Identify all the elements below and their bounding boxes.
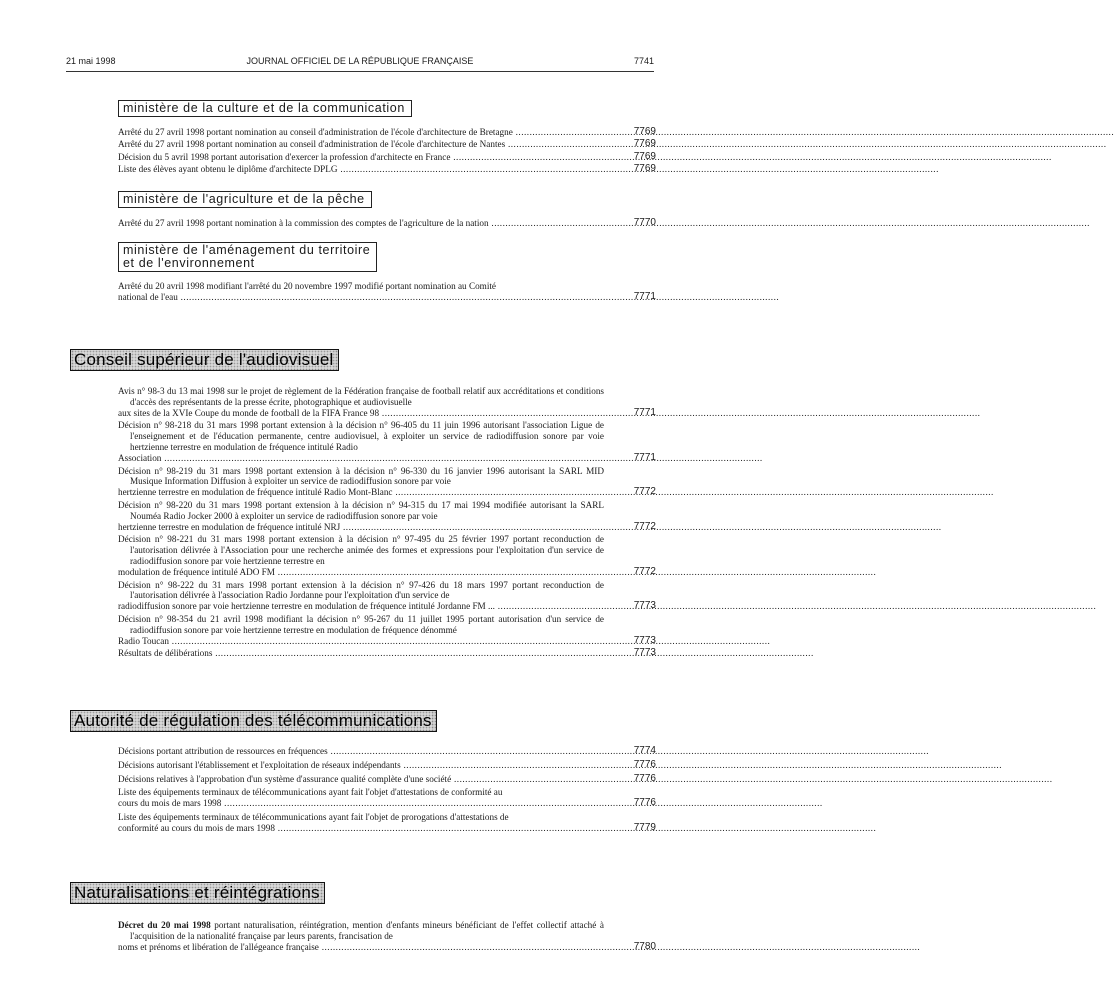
entry-text-last-line: Association ..... (130, 453, 604, 464)
entry-text: Liste des équipements terminaux de télécommunications ayant fait l'objet d'attestations de conformité au (118, 787, 503, 798)
header-journal-title: JOURNAL OFFICIEL DE LA RÉPUBLIQUE FRANÇAISE (246, 56, 474, 66)
ministry-title-line: ministère de l'aménagement du territoire (123, 243, 371, 257)
entry-text: Décision n° 98-222 du 31 mars 1998 portant extension à la décision n° 97-426 du 18 mars 1997 portant reconduction de l'autorisation délivrée à l'association Radio Jordanne pour l'exploitation d'un service de (118, 579, 604, 601)
toc-entry[interactable] (118, 648, 656, 659)
entry-text: Décision du 5 avril 1998 portant autorisation d'exercer la profession d'architecte en France ..... (118, 152, 604, 163)
ministry-title-line: et de l'environnement (123, 256, 255, 270)
entry-decree-date: Décret du 20 mai 1998 (118, 920, 211, 930)
section-title-text: Naturalisations et réintégrations (74, 883, 320, 902)
entry-text-last-line: cours du mois de mars 1998 ..... (130, 798, 604, 809)
toc-entry[interactable] (118, 580, 656, 612)
toc-entry[interactable] (118, 152, 656, 163)
section-title-csa (70, 349, 339, 371)
entry-text: Arrêté du 20 avril 1998 modifiant l'arrêté du 20 novembre 1997 modifié portant nomination au Comité (118, 281, 496, 291)
page-header (66, 56, 654, 70)
section-title-text: Autorité de régulation des télécommunications (74, 711, 432, 730)
entry-text-last-line: national de l'eau ..... (130, 292, 604, 303)
entry-text-last-line: noms et prénoms et libération de l'allégeance française ..... (130, 942, 604, 953)
toc-entry[interactable] (118, 614, 656, 646)
entry-page: 7769 (633, 162, 656, 174)
toc-entry[interactable] (118, 139, 656, 150)
header-rule (66, 71, 654, 72)
toc-entry[interactable] (118, 127, 656, 138)
entry-text: Liste des élèves ayant obtenu le diplôme d'architecte DPLG ..... (118, 164, 604, 175)
ministry-title-amenagement (118, 242, 377, 272)
ministry-title-line: ministère de l'agriculture et de la pêche (123, 192, 365, 206)
entry-text: Décisions relatives à l'approbation d'un système d'assurance qualité complète d'une société ..... (118, 774, 604, 785)
entry-page: 7771 (633, 451, 656, 463)
entry-text: Décisions portant attribution de ressources en fréquences ..... (118, 746, 604, 757)
entry-text: Décision n° 98-218 du 31 mars 1998 portant extension à la décision n° 96-405 du 11 juin 1996 autorisant l'association Ligue de l'enseignement et de l'éducation permanente, centre audiovisuel, à exploiter un service de radiodiffusion sonore par voie hertzienne terrestre en modulation de fréquence intitulé Radio (118, 420, 604, 452)
entry-page: 7773 (633, 647, 656, 659)
entry-page: 7776 (633, 758, 656, 770)
entry-page: 7773 (633, 634, 656, 646)
ministry-title-culture (118, 100, 412, 117)
ministry-title-line: ministère de la culture et de la communication (123, 101, 405, 115)
ministry-agriculture-entries (118, 218, 656, 229)
toc-entry[interactable] (118, 534, 656, 577)
ministry-amenagement-entries (118, 281, 656, 303)
section-title-text: Conseil supérieur de l'audiovisuel (74, 350, 334, 369)
section-title-art (70, 710, 437, 732)
entry-page: 7769 (633, 150, 656, 162)
toc-entry[interactable] (118, 420, 656, 463)
section-title-naturalisations (70, 882, 325, 904)
section-naturalisations-entries (118, 920, 656, 952)
entry-page: 7776 (633, 772, 656, 784)
entry-text: portant naturalisation, réintégration, mention d'enfants mineurs bénéficiant de l'effet collectif attaché à l'acquisition de la nationalité française par leurs parents, francisation de (130, 920, 604, 941)
toc-entry[interactable] (118, 218, 656, 229)
section-csa-entries (118, 386, 656, 659)
entry-text-last-line: hertzienne terrestre en modulation de fréquence intitulé Radio Mont-Blanc ..... (130, 487, 604, 498)
entry-text: Décision n° 98-354 du 21 avril 1998 modifiant la décision n° 95-267 du 11 juillet 1995 portant autorisation d'un service de radiodiffusion sonore par voie hertzienne terrestre en modulation de fréquence dénommé (118, 613, 604, 635)
entry-text-last-line: aux sites de la XVIe Coupe du monde de football de la FIFA France 98 ..... (130, 408, 604, 419)
entry-text: Liste des équipements terminaux de télécommunications ayant fait l'objet de prorogations d'attestations de (118, 811, 509, 822)
entry-text-last-line: Radio Toucan ..... (130, 636, 604, 647)
entry-text: Avis n° 98-3 du 13 mai 1998 sur le projet de règlement de la Fédération française de football relatif aux accréditations et conditions d'accès des représentants de la presse écrite, photographique et audiovisuelle (118, 386, 604, 407)
toc-entry[interactable] (118, 787, 656, 809)
toc-entry[interactable] (118, 774, 656, 785)
entry-text: Arrêté du 27 avril 1998 portant nomination à la commission des comptes de l'agriculture de la nation ..... (118, 218, 604, 229)
entry-text: Décision n° 98-219 du 31 mars 1998 portant extension à la décision n° 96-330 du 16 janvier 1996 autorisant la SARL MID Musique Information Diffusion à exploiter un service de radiodiffusion sonore par voie (118, 465, 604, 487)
entry-page: 7776 (633, 797, 656, 809)
toc-entry[interactable] (118, 281, 656, 303)
entry-text: Arrêté du 27 avril 1998 portant nomination au conseil d'administration de l'école d'architecture de Bretagne ..... (118, 127, 604, 138)
header-page-number: 7741 (633, 56, 654, 66)
entry-page: 7774 (633, 745, 656, 756)
ministry-culture-entries (118, 127, 656, 175)
entry-text: Résultats de délibérations ..... (118, 648, 604, 659)
entry-text-last-line: radiodiffusion sonore par voie hertzienne terrestre en modulation de fréquence intitulé Jordanne FM ... ..... (130, 601, 604, 612)
toc-entry[interactable] (118, 920, 656, 952)
toc-entry[interactable] (118, 164, 656, 175)
toc-entry[interactable] (118, 500, 656, 532)
entry-page: 7772 (633, 565, 656, 577)
section-art-entries (118, 746, 656, 834)
entry-page: 7773 (633, 600, 656, 612)
entry-text-last-line: modulation de fréquence intitulé ADO FM ..... (130, 567, 604, 578)
entry-page: 7772 (633, 486, 656, 498)
entry-text: Décisions autorisant l'établissement et l'exploitation de réseaux indépendants ..... (118, 760, 604, 771)
entry-page: 7771 (633, 406, 656, 418)
entry-text: Décision n° 98-220 du 31 mars 1998 portant extension à la décision n° 94-315 du 17 mai 1994 modifiée autorisant la SARL Nouméa Radio Jocker 2000 à exploiter un service de radiodiffusion sonore par voie (118, 499, 604, 521)
entry-page: 7770 (633, 217, 656, 228)
entry-page: 7771 (633, 290, 656, 302)
entry-text: Arrêté du 27 avril 1998 portant nomination au conseil d'administration de l'école d'architecture de Nantes ..... (118, 139, 604, 150)
entry-text: Décision n° 98-221 du 31 mars 1998 portant extension à la décision n° 97-495 du 25 février 1997 portant reconduction de l'autorisation délivrée à l'Association pour une recherche animée des formes et expressions pour l'exploitation d'un service de radiodiffusion sonore par voie hertzienne terrestre en (118, 534, 604, 566)
entry-text-last-line: hertzienne terrestre en modulation de fréquence intitulé NRJ ..... (130, 522, 604, 533)
entry-page: 7769 (633, 126, 656, 137)
toc-entry[interactable] (118, 466, 656, 498)
toc-entry[interactable] (118, 760, 656, 771)
header-date: 21 mai 1998 (66, 56, 116, 66)
toc-entry[interactable] (118, 746, 656, 757)
toc-entry[interactable] (118, 386, 656, 418)
toc-entry[interactable] (118, 812, 656, 834)
entry-page: 7769 (633, 138, 656, 150)
entry-text-last-line: conformité au cours du mois de mars 1998 ..... (130, 823, 604, 834)
entry-page: 7772 (633, 520, 656, 532)
ministry-title-agriculture (118, 191, 372, 208)
entry-page: 7780 (633, 940, 656, 952)
entry-page: 7779 (633, 821, 656, 833)
